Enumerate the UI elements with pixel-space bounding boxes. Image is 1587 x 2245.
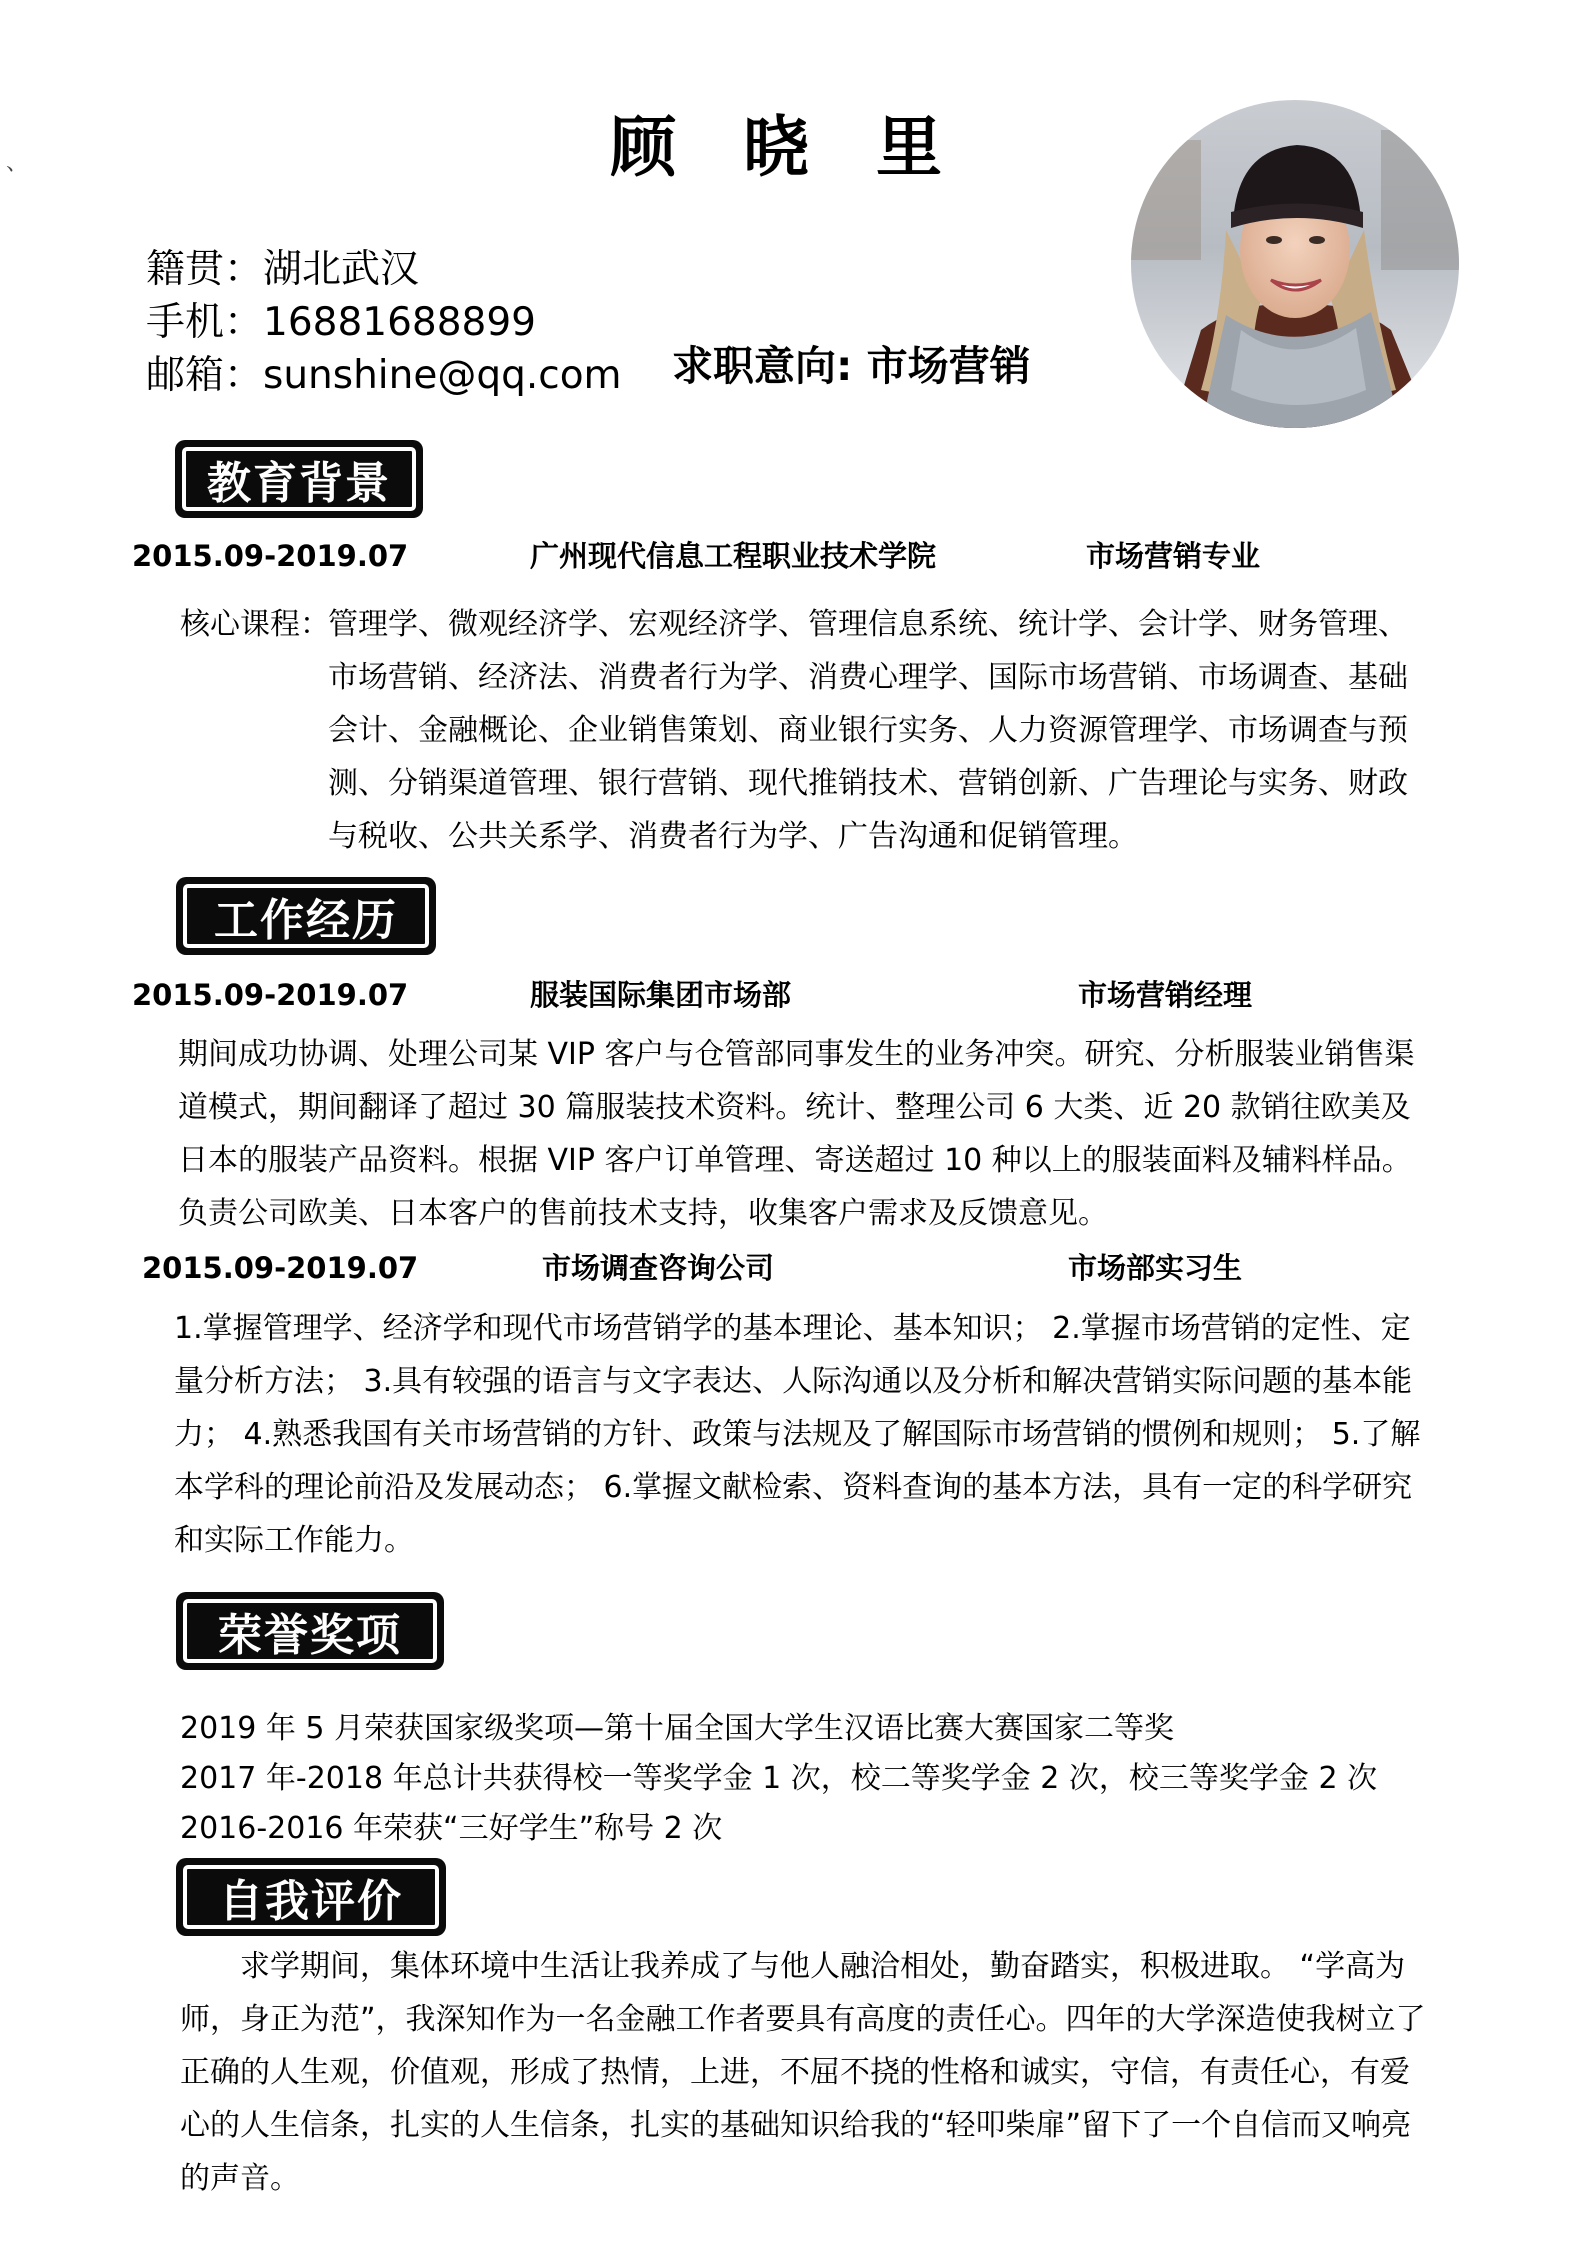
honors-header <box>176 1592 444 1670</box>
job-intent: 求职意向: 市场营销 <box>672 342 1031 390</box>
honor-item-2: 2017 年-2018 年总计共获得校一等奖学金 1 次，校二等奖学金 2 次，校三等奖学金 2 次 <box>180 1761 1378 1796</box>
job-2-date: 2015.09-2019.07 <box>142 1251 419 1285</box>
work-header <box>176 877 436 955</box>
self-eval-header <box>176 1858 446 1936</box>
education-school: 广州现代信息工程职业技术学院 <box>530 539 937 573</box>
stray-mark: 、 <box>6 151 29 176</box>
education-date: 2015.09-2019.07 <box>132 539 409 573</box>
phone-info: 手机：16881688899 <box>146 300 536 345</box>
self-eval-header-label: 自我评价 <box>183 1865 439 1929</box>
education-major: 市场营销专业 <box>1086 539 1261 573</box>
profile-photo <box>1131 100 1459 428</box>
honor-item-1: 2019 年 5 月荣获国家级奖项—第十届全国大学生汉语比赛大赛国家二等奖 <box>180 1711 1175 1746</box>
job-2-role: 市场部实习生 <box>1068 1251 1243 1285</box>
job-1-company: 服装国际集团市场部 <box>530 978 792 1012</box>
work-header-label: 工作经历 <box>183 884 429 948</box>
job-1-date: 2015.09-2019.07 <box>132 978 409 1012</box>
origin-info: 籍贯：湖北武汉 <box>146 247 420 292</box>
candidate-name: 顾 晓 里 <box>610 109 964 186</box>
honors-header-label: 荣誉奖项 <box>183 1599 437 1663</box>
education-header-label: 教育背景 <box>182 447 416 511</box>
honor-item-3: 2016-2016 年荣获“三好学生”称号 2 次 <box>180 1811 723 1846</box>
courses-text: 管理学、微观经济学、宏观经济学、管理信息系统、统计学、会计学、财务管理、市场营销、经济法、消费者行为学、消费心理学、国际市场营销、市场调查、基础会计、金融概论、企业销售策划、商业银行实务、人力资源管理学、市场调查与预测、分销渠道管理、银行营销、现代推销技术、营销创新、广告理论与实务、财政与税收、公共关系学、消费者行为学、广告沟通和促销管理。 <box>328 607 1408 854</box>
job-1-role: 市场营销经理 <box>1078 978 1253 1012</box>
job-2-desc: 1.掌握管理学、经济学和现代市场营销学的基本理论、基本知识； 2.掌握市场营销的定性、定量分析方法； 3.具有较强的语言与文字表达、人际沟通以及分析和解决营销实际问题的基本能力； 4.熟悉我国有关市场营销的方针、政策与法规及了解国际市场营销的惯例和规则； 5.了解本学科的理论前沿及发展动态； 6.掌握文献检索、资料查询的基本方法，具有一定的科学研究和实际工作能力。 <box>174 1311 1421 1558</box>
self-eval-text: 求学期间，集体环境中生活让我养成了与他人融洽相处，勤奋踏实，积极进取。 “学高为师，身正为范”，我深知作为一名金融工作者要具有高度的责任心。四年的大学深造使我树立了正确的人生观，价值观，形成了热情，上进，不屈不挠的性格和诚实，守信，有责任心，有爱心的人生信条，扎实的人生信条，扎实的基础知识给我的“轻叩柴扉”留下了一个自信而又响亮的声音。 <box>180 1949 1426 2196</box>
email-info: 邮箱：sunshine@qq.com <box>146 353 622 398</box>
courses-label: 核心课程： <box>180 607 330 642</box>
job-1-desc: 期间成功协调、处理公司某 VIP 客户与仓管部同事发生的业务冲突。研究、分析服装业销售渠道模式，期间翻译了超过 30 篇服装技术资料。统计、整理公司 6 大类、近 20 款销往欧美及日本的服装产品资料。根据 VIP 客户订单管理、寄送超过 10 种以上的服装面料及辅料样品。负责公司欧美、日本客户的售前技术支持，收集客户需求及反馈意见。 <box>178 1037 1415 1231</box>
job-2-company: 市场调查咨询公司 <box>542 1251 775 1285</box>
education-header <box>175 440 423 518</box>
